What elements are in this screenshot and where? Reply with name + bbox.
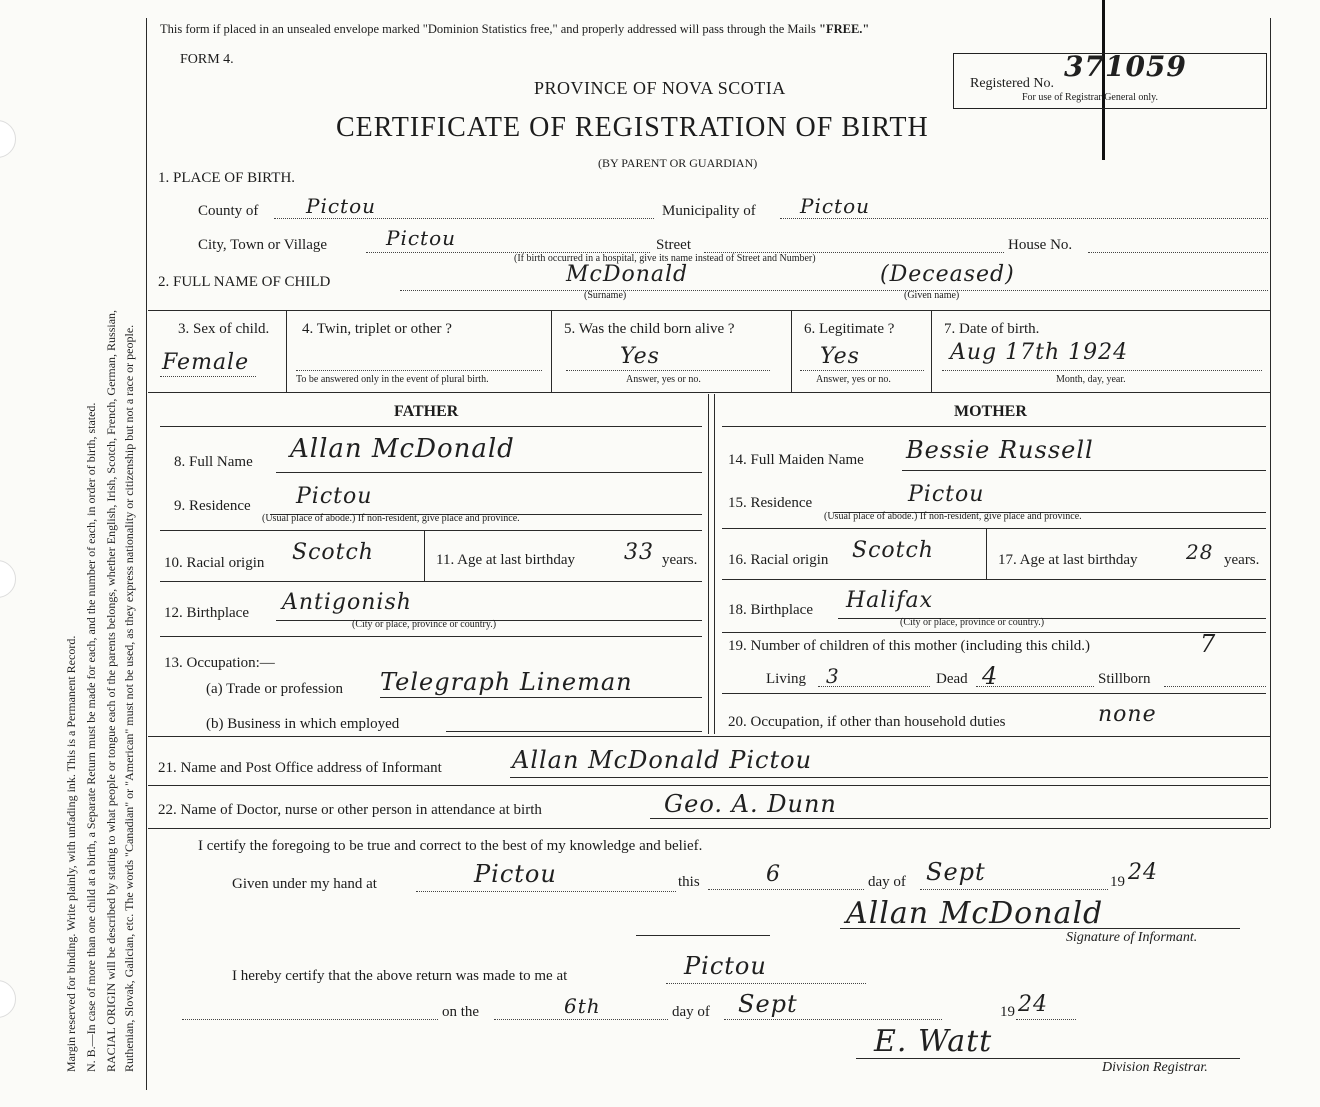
given-place-line: [416, 891, 676, 892]
registrar-signature-label: Division Registrar.: [1102, 1060, 1208, 1075]
registrar-dayof-label: day of: [672, 1004, 710, 1020]
registrar-signature-line: [856, 1058, 1240, 1059]
registrar-year-line: [1016, 1019, 1076, 1020]
father-heading: FATHER: [394, 403, 459, 420]
certify-statement: I certify the foregoing to be true and correct to the best of my knowledge and belief.: [198, 838, 703, 854]
municipality-line: [780, 218, 1268, 219]
registrar-onthe-label: on the: [442, 1004, 480, 1020]
municipality-label: Municipality of: [662, 203, 756, 219]
row3-divider-3: [791, 310, 792, 392]
father-rule-2: [160, 581, 702, 582]
dead-label: Dead: [936, 671, 968, 687]
child-surname: McDonald: [566, 262, 689, 287]
father-name-line: [276, 472, 702, 473]
dead-value: 4: [982, 662, 999, 690]
registrar-lead-line: [182, 1019, 438, 1020]
margin-binding-note: Margin reserved for binding. Write plainly, with unfading ink. This is a Permanent Record.: [64, 635, 78, 1072]
county-value: Pictou: [306, 194, 377, 218]
father-age-label: 11. Age at last birthday: [436, 552, 575, 568]
row3-divider-1: [286, 310, 287, 392]
father-residence-value: Pictou: [296, 484, 373, 509]
father-trade-value: Telegraph Lineman: [380, 668, 633, 696]
municipality-value: Pictou: [800, 194, 871, 218]
given-place-value: Pictou: [474, 860, 557, 888]
county-line: [274, 218, 654, 219]
city-label: City, Town or Village: [198, 237, 328, 253]
street-label: Street: [656, 237, 691, 253]
informant-signature: Allan McDonald: [846, 896, 1104, 931]
mother-race-divider: [986, 529, 987, 579]
margin-racial-note-1: RACIAL ORIGIN will be described by stating to what people or tongue each of the parents belongs, whether English, Irish, Scotch, French, German, Russian,: [104, 309, 118, 1072]
stillborn-line: [1164, 686, 1266, 687]
margin-racial-note-2: Ruthenian, Slovak, Galician, etc. The words "Canadian" or "American" must not be used, as they express nationality or citizenship but not a race or people.: [122, 324, 136, 1072]
binding-hole-top: [0, 120, 16, 158]
mother-occupation-value: none: [1098, 702, 1157, 727]
father-birthplace-value: Antigonish: [282, 590, 412, 615]
registrar-place-value: Pictou: [684, 952, 767, 980]
father-age-unit: years.: [662, 552, 698, 568]
mother-residence-label: 15. Residence: [728, 495, 813, 511]
father-business-line: [446, 731, 702, 732]
registered-box: [953, 50, 1267, 109]
registrar-year-value: 24: [1018, 992, 1048, 1017]
certify-month-value: Sept: [926, 858, 986, 886]
parents-bottom-rule: [148, 736, 1270, 737]
father-trade-line: [380, 697, 702, 698]
registrar-signature: E. Watt: [874, 1024, 993, 1059]
separator-rule: [636, 935, 770, 936]
child-name-line: [400, 290, 1268, 291]
registered-note: For use of Registrar General only.: [1022, 92, 1158, 103]
children-count-label: 19. Number of children of this mother (including this child.): [728, 638, 1091, 654]
informant-value: Allan McDonald Pictou: [512, 746, 813, 774]
registered-number: 371059: [1064, 50, 1187, 83]
given-under-label: Given under my hand at: [232, 876, 377, 892]
mother-age-value: 28: [1186, 540, 1214, 564]
mother-rule-3: [722, 632, 1266, 633]
mother-age-label: 17. Age at last birthday: [998, 552, 1138, 568]
father-rule-3: [160, 636, 702, 637]
registrar-statement: I hereby certify that the above return was made to me at: [232, 968, 568, 984]
registrar-year-prefix: 19: [1000, 1004, 1015, 1020]
row3-divider-4: [931, 310, 932, 392]
living-value: 3: [826, 664, 840, 688]
registered-label: Registered No.: [970, 76, 1054, 91]
father-race-divider: [424, 531, 425, 581]
row3-divider-2: [551, 310, 552, 392]
father-rule-1: [160, 530, 702, 531]
certify-month-line: [920, 889, 1108, 890]
binding-hole-bottom: [0, 980, 16, 1018]
registrar-day-value: 6th: [564, 994, 601, 1018]
doctor-line: [650, 818, 1268, 819]
place-of-birth-heading: 1. PLACE OF BIRTH.: [158, 170, 296, 186]
father-name-label: 8. Full Name: [174, 454, 253, 470]
mother-race-value: Scotch: [852, 538, 934, 563]
legitimate-value: Yes: [820, 344, 860, 369]
father-residence-label: 9. Residence: [174, 498, 251, 514]
mother-name-line: [902, 470, 1266, 471]
legitimate-note: Answer, yes or no.: [816, 374, 891, 385]
mother-name-label: 14. Full Maiden Name: [728, 452, 864, 468]
mother-residence-value: Pictou: [908, 482, 985, 507]
registrar-month-value: Sept: [738, 990, 798, 1018]
sex-value: Female: [162, 350, 250, 375]
sex-label: 3. Sex of child.: [178, 321, 270, 337]
mother-rule-2: [722, 579, 1266, 580]
certify-day-line: [708, 889, 864, 890]
surname-note: (Surname): [584, 290, 627, 301]
dob-line: [942, 370, 1262, 371]
stillborn-label: Stillborn: [1098, 671, 1151, 687]
alive-note: Answer, yes or no.: [626, 374, 701, 385]
twin-label: 4. Twin, triplet or other ?: [302, 321, 452, 337]
binding-hole-middle: [0, 560, 16, 598]
informant-signature-label: Signature of Informant.: [1066, 930, 1198, 945]
house-label: House No.: [1008, 237, 1073, 253]
legitimate-label: 6. Legitimate ?: [804, 321, 895, 337]
child-name-label: 2. FULL NAME OF CHILD: [158, 274, 331, 290]
certify-year-prefix: 19: [1110, 874, 1125, 890]
mother-heading: MOTHER: [954, 403, 1027, 420]
twin-line: [296, 370, 542, 371]
certify-dayof-label: day of: [868, 874, 906, 890]
outer-border-right: [1270, 18, 1271, 828]
certify-day-value: 6: [766, 862, 781, 887]
doctor-value: Geo. A. Dunn: [664, 790, 837, 818]
mother-heading-rule: [722, 426, 1266, 427]
postal-notice: This form if placed in an unsealed envelope marked "Dominion Statistics free," and properly addressed will pass through the Mails "FREE.": [160, 22, 870, 36]
row3-bottom-rule: [148, 392, 1270, 393]
mother-birthplace-note: (City or place, province or country.): [900, 617, 1045, 628]
mother-rule-1: [722, 528, 1266, 529]
doctor-rule: [148, 828, 1270, 829]
father-occupation-label: 13. Occupation:—: [164, 655, 275, 671]
mother-birthplace-value: Halifax: [846, 588, 934, 613]
parents-divider-b: [714, 394, 715, 734]
informant-rule: [148, 785, 1270, 786]
mother-name-value: Bessie Russell: [906, 436, 1094, 464]
father-name-value: Allan McDonald: [290, 434, 515, 464]
dob-note: Month, day, year.: [1056, 374, 1126, 385]
outer-border-left: [146, 18, 147, 1090]
registrar-month-line: [724, 1019, 942, 1020]
living-label: Living: [766, 671, 806, 687]
father-trade-label: (a) Trade or profession: [206, 681, 344, 697]
hospital-note: (If birth occurred in a hospital, give its name instead of Street and Number): [514, 253, 816, 264]
house-line: [1088, 252, 1268, 253]
informant-line: [510, 777, 1268, 778]
father-race-label: 10. Racial origin: [164, 555, 265, 571]
mother-residence-note: (Usual place of abode.) If non-resident, give place and province.: [824, 511, 1082, 522]
child-given-name: (Deceased): [880, 262, 1015, 287]
doctor-label: 22. Name of Doctor, nurse or other person in attendance at birth: [158, 802, 542, 818]
father-birthplace-label: 12. Birthplace: [164, 605, 249, 621]
father-residence-note: (Usual place of abode.) If non-resident, give place and province.: [262, 513, 520, 524]
mother-rule-4: [722, 693, 1266, 694]
city-value: Pictou: [386, 226, 457, 250]
dob-label: 7. Date of birth.: [944, 321, 1040, 337]
twin-note: To be answered only in the event of plural birth.: [296, 374, 489, 385]
dob-value: Aug 17th 1924: [950, 340, 1129, 365]
form-number: FORM 4.: [180, 52, 234, 67]
this-label: this: [678, 874, 700, 890]
county-label: County of: [198, 203, 259, 219]
alive-line: [566, 370, 770, 371]
document-title: CERTIFICATE OF REGISTRATION OF BIRTH: [336, 112, 929, 143]
given-name-note: (Given name): [904, 290, 960, 301]
sex-line: [160, 376, 256, 377]
father-birthplace-note: (City or place, province or country.): [352, 619, 497, 630]
registrar-day-line: [494, 1019, 668, 1020]
document-subtitle: (BY PARENT OR GUARDIAN): [598, 156, 758, 170]
father-race-value: Scotch: [292, 540, 374, 565]
legitimate-line: [800, 370, 924, 371]
mother-age-unit: years.: [1224, 552, 1260, 568]
margin-nb-note: N. B.—In case of more than one child at a birth, a Separate Return must be made for each, and the number of each, in order of birth, stated.: [84, 402, 98, 1072]
mother-race-label: 16. Racial origin: [728, 552, 829, 568]
row3-top-rule: [148, 310, 1270, 311]
registrar-place-line: [666, 983, 866, 984]
mother-occupation-label: 20. Occupation, if other than household duties: [728, 714, 1006, 730]
father-heading-rule: [160, 426, 702, 427]
children-count-value: 7: [1200, 630, 1217, 658]
informant-signature-line: [840, 928, 1240, 929]
mother-birthplace-label: 18. Birthplace: [728, 602, 813, 618]
alive-value: Yes: [620, 344, 660, 369]
informant-label: 21. Name and Post Office address of Informant: [158, 760, 442, 776]
province-heading: PROVINCE OF NOVA SCOTIA: [534, 78, 786, 98]
alive-label: 5. Was the child born alive ?: [564, 321, 735, 337]
parents-divider-a: [708, 394, 709, 734]
certify-year-value: 24: [1128, 860, 1158, 885]
father-business-label: (b) Business in which employed: [206, 716, 400, 732]
father-age-value: 33: [624, 540, 654, 565]
